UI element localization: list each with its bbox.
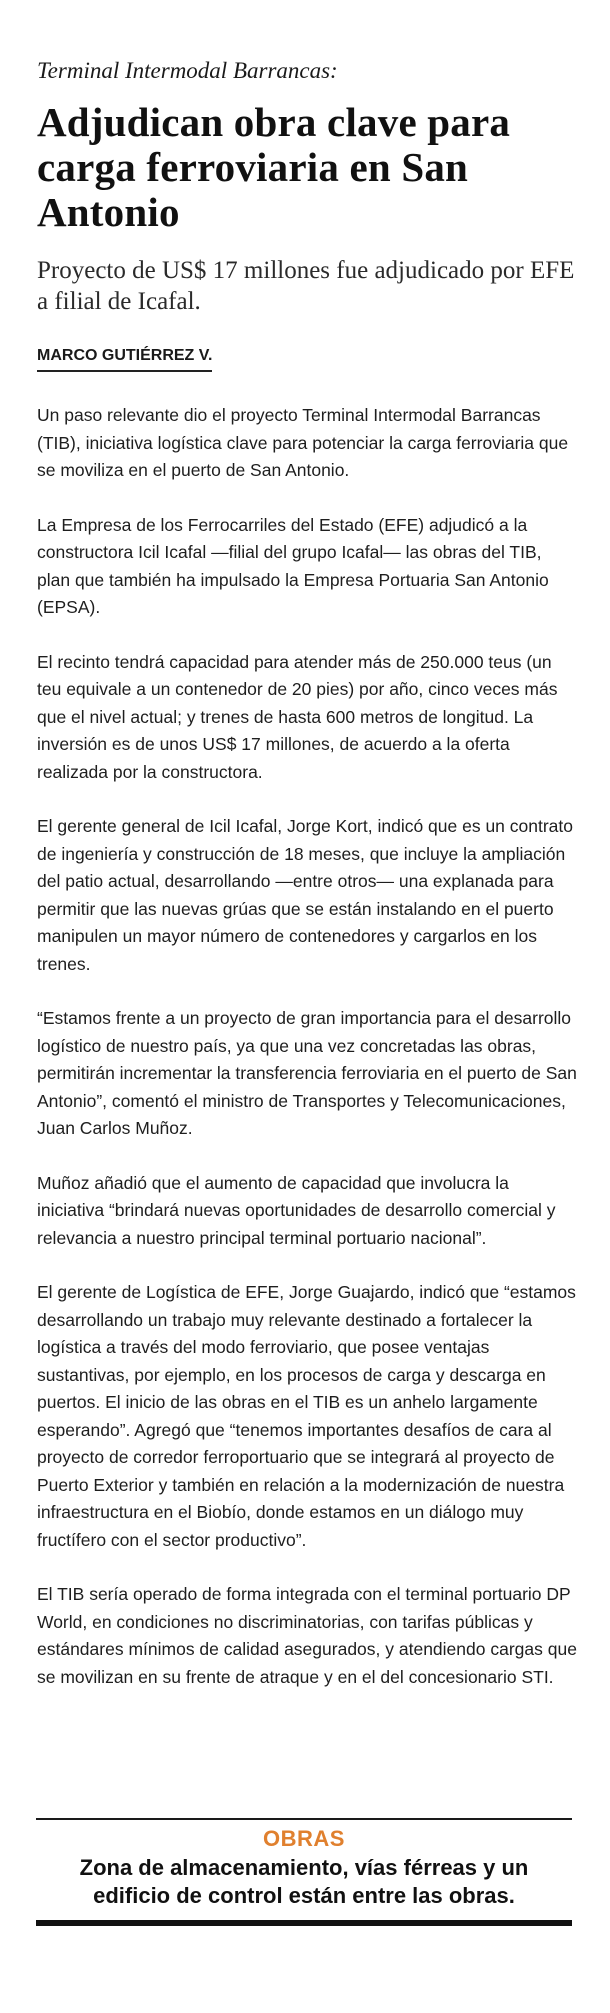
body-paragraph: Muñoz añadió que el aumento de capacidad que involucra la iniciativa “brindará nuevas oportunidades de desarrollo comercial y relevancia a nuestro principal terminal portuario nacional”. <box>37 1172 556 1248</box>
article <box>37 56 577 1718</box>
article-headline: Adjudican obra clave para carga ferroviaria en San Antonio <box>37 99 511 235</box>
body-paragraph: El recinto tendrá capacidad para atender más de 250.000 teus (un teu equivale a un contenedor de 20 pies) por año, cinco veces más que el nivel actual; y trenes de hasta 600 metros de longitud. La inversión es de unos US$ 17 millones, de acuerdo a la oferta realizada por la constructora. <box>37 651 558 782</box>
body-paragraph: “Estamos frente a un proyecto de gran importancia para el desarrollo logístico de nuestro país, ya que una vez concretadas las obras, permitirán incrementar la transferencia ferroviaria en el puerto de San Antonio”, comentó el ministro de Transportes y Telecomunicaciones, Juan Carlos Muñoz. <box>37 1008 577 1138</box>
callout-box <box>36 1818 572 1926</box>
body-paragraph: El gerente de Logística de EFE, Jorge Guajardo, indicó que “estamos desarrollando un trabajo muy relevante destinado a fortalecer la logística a través del modo ferroviario, que posee ventajas sustantivas, por ejemplo, en los procesos de carga y descarga en puertos. El inicio de las obras en el TIB es un anhelo largamente esperando”. Agregó que “tenemos importantes desafíos de cara al proyecto de corredor ferroportuario que se integrará al proyecto de Puerto Exterior y también en relación a la modernización de nuestra infraestructura en el Biobío, donde estamos en un diálogo muy fructífero con el sector productivo”. <box>37 1282 576 1550</box>
body-paragraph: El TIB sería operado de forma integrada con el terminal portuario DP World, en condiciones no discriminatorias, con tarifas públicas y estándares mínimos de calidad asegurados, y atendiendo cargas que se movilizan en su frente de atraque y en el del concesionario STI. <box>37 1584 577 1687</box>
author-byline: MARCO GUTIÉRREZ V. <box>37 345 212 372</box>
body-paragraph: El gerente general de Icil Icafal, Jorge Kort, indicó que es un contrato de ingeniería y construcción de 18 meses, que incluye la ampliación del patio actual, desarrollando —entre otros— una explanada para permitir que las nuevas grúas que se están instalando en el puerto manipulen un mayor número de contenedores y cargarlos en los trenes. <box>37 816 574 974</box>
article-body <box>37 402 577 1691</box>
article-kicker: Terminal Intermodal Barrancas: <box>37 58 338 83</box>
body-paragraph: Un paso relevante dio el proyecto Terminal Intermodal Barrancas (TIB), iniciativa logística clave para potenciar la carga ferroviaria que se moviliza en el puerto de San Antonio. <box>37 405 569 480</box>
article-subhead: Proyecto de US$ 17 millones fue adjudicado por EFE a filial de Icafal. <box>37 257 575 315</box>
callout-label: OBRAS <box>263 1826 345 1851</box>
callout-text: Zona de almacenamiento, vías férreas y un edificio de control están entre las obras. <box>79 1855 529 1908</box>
body-paragraph: La Empresa de los Ferrocarriles del Estado (EFE) adjudicó a la constructora Icil Icafal —filial del grupo Icafal— las obras del TIB, plan que también ha impulsado la Empresa Portuaria San Antonio (EPSA). <box>37 514 549 617</box>
